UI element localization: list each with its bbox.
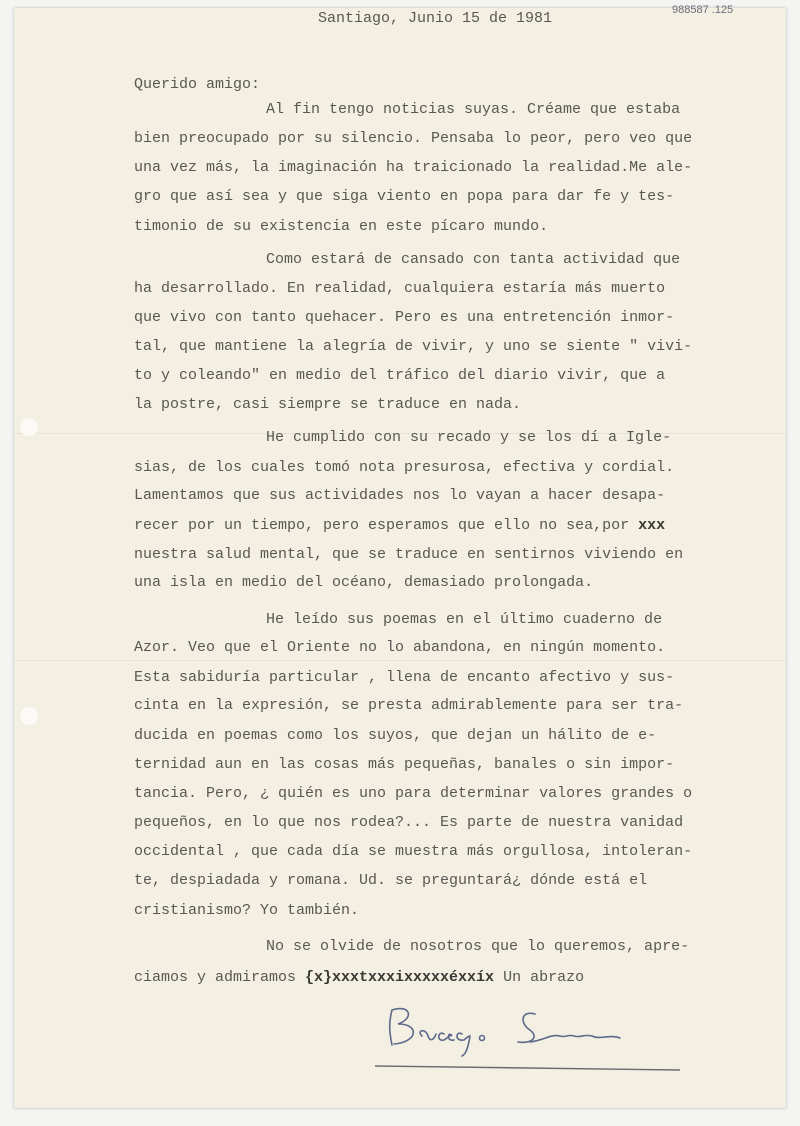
text-line: gro que así sea y que siga viento en popa para dar fe y tes- [134,188,675,205]
text-line: Al fin tengo noticias suyas. Créame que estaba [266,101,681,118]
text-line: pequeños, en lo que nos rodea?... Es parte de nuestra vanidad [134,814,684,831]
handwritten-signature [370,1000,700,1080]
text-line: te, despiadada y romana. Ud. se preguntará¿ dónde está el [134,872,648,889]
punch-hole [20,707,38,725]
salutation: Querido amigo: [134,76,261,93]
text-line: una vez más, la imaginación ha traicionado la realidad.Me ale- [134,159,693,176]
text-line: tal, que mantiene la alegría de vivir, y uno se siente " vivi- [134,338,693,355]
closing: Un abrazo [503,969,585,986]
text-line: occidental , que cada día se muestra más orgullosa, intoleran- [134,843,693,860]
text-line: cinta en la expresión, se presta admirablemente para ser tra- [134,697,684,714]
archive-reference: 988587 .125 [672,4,734,16]
letter-date: Santiago, Junio 15 de 1981 [318,10,553,27]
text-line: No se olvide de nosotros que lo queremos, apre- [266,938,690,955]
text-line: sias, de los cuales tomó nota presurosa, efectiva y cordial. [134,459,675,476]
struck-out-text: xxx [638,517,666,534]
text-line: timonio de su existencia en este pícaro mundo. [134,218,549,235]
text-line: Como estará de cansado con tanta actividad que [266,251,681,268]
text-line: la postre, casi siempre se traduce en nada. [134,396,522,413]
text-line: He cumplido con su recado y se los dí a Igle- [266,429,672,446]
struck-out-text: {x}xxxtxxxixxxxxéxxíx [305,969,495,986]
text-line: que vivo con tanto quehacer. Pero es una entretención inmor- [134,309,675,326]
text-line: Azor. Veo que el Oriente no lo abandona, en ningún momento. [134,639,666,656]
text-line: una isla en medio del océano, demasiado prolongada. [134,574,594,591]
text-line: tancia. Pero, ¿ quién es uno para determinar valores grandes o [134,785,693,802]
fold-line [14,660,786,661]
text-line: He leído sus poemas en el último cuaderno de [266,611,663,628]
text-line: Lamentamos que sus actividades nos lo vayan a hacer desapa- [134,487,666,504]
text-line: bien preocupado por su silencio. Pensaba lo peor, pero veo que [134,130,693,147]
text-line: nuestra salud mental, que se traduce en sentirnos viviendo en [134,546,684,563]
text-segment: ciamos y admiramos [134,969,306,986]
text-line: cristianismo? Yo también. [134,902,360,919]
text-line [134,517,665,534]
text-line: ducida en poemas como los suyos, que dejan un hálito de e- [134,727,657,744]
punch-hole [20,418,38,436]
text-segment: recer por un tiempo, pero esperamos que ello no sea,por [134,517,639,534]
text-line: ha desarrollado. En realidad, cualquiera estaría más muerto [134,280,666,297]
text-line [134,969,584,986]
text-line: Esta sabiduría particular , llena de encanto afectivo y sus- [134,669,675,686]
text-line: ternidad aun en las cosas más pequeñas, banales o sin impor- [134,756,675,773]
text-line: to y coleando" en medio del tráfico del diario vivir, que a [134,367,666,384]
